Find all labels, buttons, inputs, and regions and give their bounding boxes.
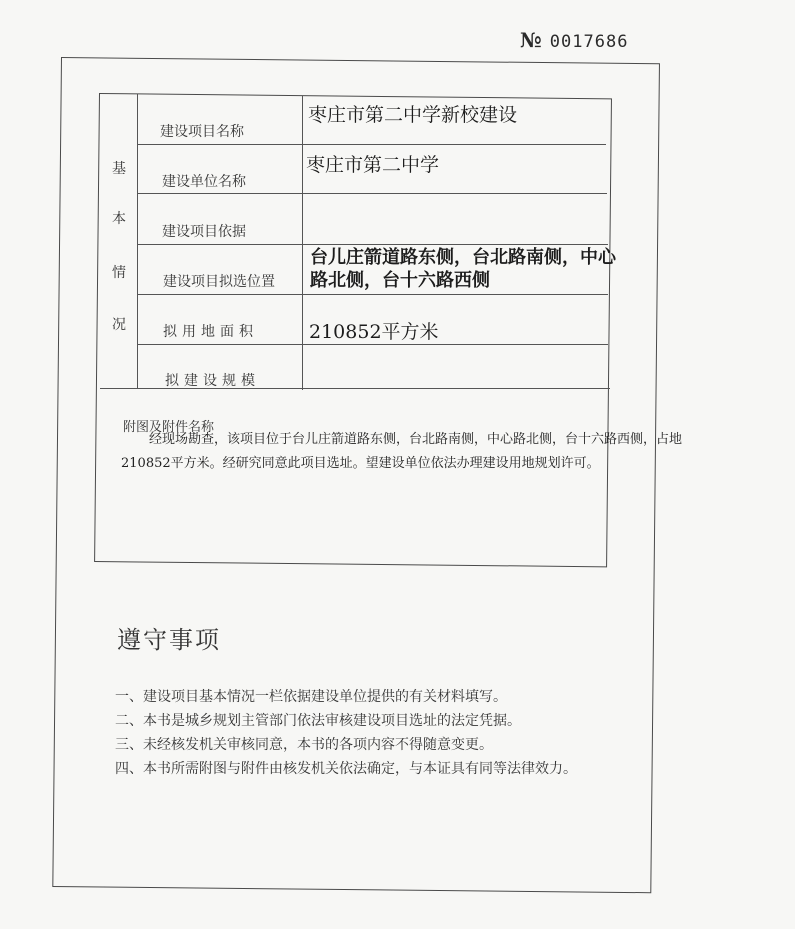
compliance-item: [115, 757, 655, 781]
compliance-item-text: 本书所需附图与附件由核发机关依法确定，与本证具有同等法律效力。: [143, 761, 577, 777]
label-project-basis: 建设项目依据: [162, 224, 246, 240]
compliance-item-text: 建设项目基本情况一栏依据建设单位提供的有关材料填写。: [143, 689, 507, 705]
section-char-1: 基: [112, 161, 126, 177]
label-unit-name: 建设单位名称: [162, 174, 246, 190]
compliance-item-index: 三、: [115, 737, 143, 753]
compliance-item: [115, 685, 655, 709]
compliance-item: [115, 709, 655, 733]
section-char-3: 情: [112, 265, 126, 281]
value-land-area: 210852平方米: [309, 321, 439, 343]
value-project-name: 枣庄市第二中学新校建设: [308, 104, 518, 126]
section-char-4: 况: [112, 317, 126, 333]
label-location: 建设项目拟选位置: [163, 274, 275, 290]
attachments-text: 经现场勘查，该项目位于台儿庄箭道路东侧，台北路南侧，中心路北侧，台十六路西侧，占地210852平方米。经研究同意此项目选址。望建设单位依法办理建设用地规划许可。: [121, 432, 683, 471]
compliance-item-text: 未经核发机关审核同意，本书的各项内容不得随意变更。: [143, 737, 493, 753]
compliance-title: 遵守事项: [117, 626, 221, 654]
compliance-item-text: 本书是城乡规划主管部门依法审核建设项目选址的法定凭据。: [143, 713, 521, 729]
section-char-2: 本: [112, 211, 126, 227]
value-location-line2: 路北侧，台十六路西侧: [310, 270, 490, 291]
value-location-line1: 台儿庄箭道路东侧，台北路南侧，中心: [310, 247, 616, 268]
label-build-scale: 拟建设规模: [165, 373, 260, 389]
serial-prefix: №: [520, 28, 543, 52]
compliance-item: [115, 733, 655, 757]
compliance-item-index: 一、: [115, 689, 143, 705]
label-project-name: 建设项目名称: [160, 124, 244, 140]
label-land-area: 拟用地面积: [163, 324, 258, 340]
compliance-item-index: 四、: [115, 761, 143, 777]
compliance-item-index: 二、: [115, 713, 143, 729]
serial-number: [520, 28, 628, 52]
attachments-title: 附图及附件名称: [123, 420, 215, 435]
serial-value: 0017686: [549, 32, 629, 52]
compliance-list: [115, 685, 655, 781]
value-unit-name: 枣庄市第二中学: [306, 154, 440, 176]
